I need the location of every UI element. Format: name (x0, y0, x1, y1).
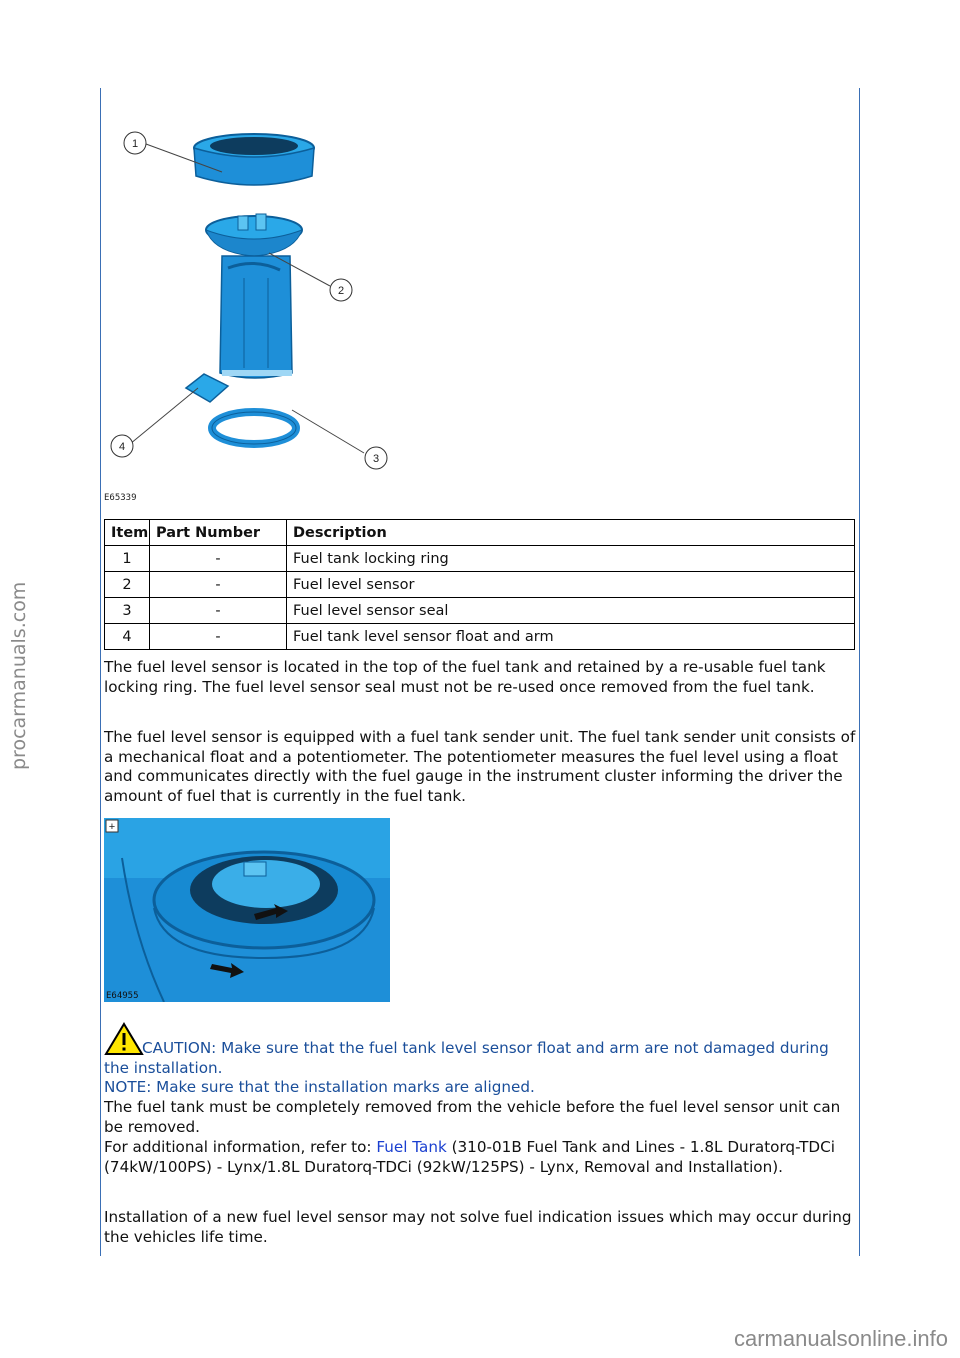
fuel-tank-link[interactable]: Fuel Tank (376, 1138, 447, 1156)
paragraph-installation: Installation of a new fuel level sensor may not solve fuel indication issues which may occur during the vehicles life time. (104, 1208, 852, 1246)
table-header-row (105, 520, 855, 546)
paragraph-sender-unit: The fuel level sensor is equipped with a fuel tank sender unit. The fuel tank sender unit consists of a mechanical float and a potentiometer. The potentiometer measures the fuel level using a float and communicates directly with the fuel gauge in the instrument cluster informing the driver the amount of fuel that is currently in the fuel tank. (104, 728, 856, 805)
left-page-border (100, 88, 101, 1256)
paragraph-removal: The fuel tank must be completely removed from the vehicle before the fuel level sensor unit can be removed. (104, 1098, 841, 1136)
table-row (105, 624, 855, 650)
cell-item: 2 (105, 572, 150, 598)
svg-text:2: 2 (337, 285, 345, 297)
cell-part-number: - (150, 624, 287, 650)
svg-text:1: 1 (131, 138, 139, 150)
cell-part-number: - (150, 546, 287, 572)
table-row (105, 546, 855, 572)
svg-text:3: 3 (372, 453, 380, 465)
installed-sensor-illustration (104, 818, 390, 1002)
paragraph-location: The fuel level sensor is located in the top of the fuel tank and retained by a re-usable fuel tank locking ring. The fuel level sensor seal must not be re-used once removed from the fuel tank. (104, 658, 826, 696)
reference-prefix: For additional information, refer to: (104, 1138, 377, 1156)
header-description: Description (287, 520, 855, 546)
parts-table (104, 519, 855, 650)
callout-2 (330, 279, 352, 301)
note-text: NOTE: Make sure that the installation marks are aligned. (104, 1078, 535, 1096)
cell-description: Fuel level sensor seal (287, 598, 855, 624)
paragraph-reference (104, 1138, 856, 1177)
callout-1 (124, 132, 146, 154)
header-part-number: Part Number (150, 520, 287, 546)
figure-1-id: E65339 (104, 493, 137, 503)
table-row (105, 598, 855, 624)
cell-description: Fuel level sensor (287, 572, 855, 598)
cell-part-number: - (150, 598, 287, 624)
cell-description: Fuel tank locking ring (287, 546, 855, 572)
reference-suffix: (310-01B Fuel Tank and Lines - 1.8L Duratorq-TDCi (74kW/100PS) - Lynx/1.8L Duratorq-TDCi (92kW/125PS) - Lynx, Removal and Installation). (104, 1138, 835, 1176)
cell-part-number: - (150, 572, 287, 598)
header-item: Item (105, 520, 150, 546)
callout-3 (365, 447, 387, 469)
cell-item: 4 (105, 624, 150, 650)
footer-watermark: carmanualsonline.info (733, 1326, 948, 1351)
callout-4 (111, 435, 133, 457)
caution-text: CAUTION: Make sure that the fuel tank level sensor float and arm are not damaged during the installation. (104, 1039, 829, 1077)
side-watermark: procarmanuals.com (8, 581, 30, 770)
figure-2-id: E64955 (106, 991, 139, 1001)
cell-description: Fuel tank level sensor float and arm (287, 624, 855, 650)
svg-text:4: 4 (118, 441, 126, 453)
table-row (105, 572, 855, 598)
cell-item: 1 (105, 546, 150, 572)
exploded-parts-illustration (104, 88, 404, 508)
right-page-border (859, 88, 860, 1256)
cell-item: 3 (105, 598, 150, 624)
svg-text:+: + (108, 821, 116, 833)
